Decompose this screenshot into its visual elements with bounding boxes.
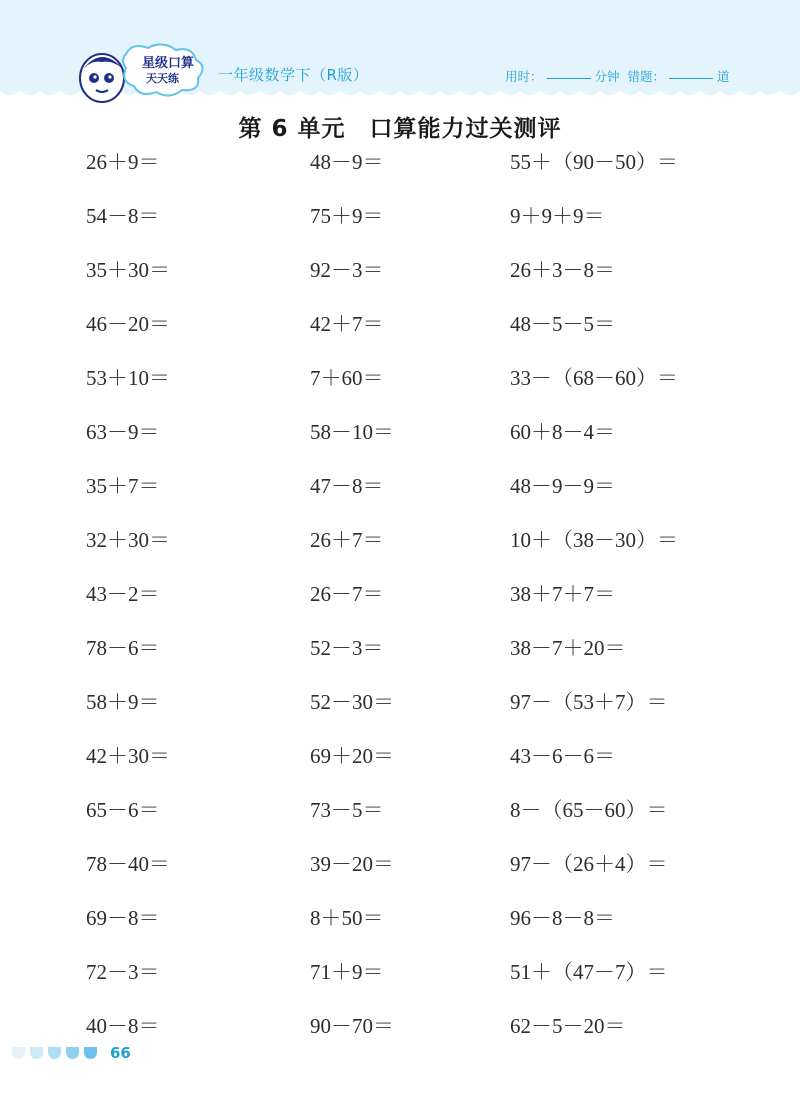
problem-item: 97－（53＋7）＝	[510, 690, 668, 714]
page-title: 第 6 单元 口算能力过关测评	[238, 116, 562, 142]
problem-item: 38＋7＋7＝	[510, 582, 615, 606]
problem-item: 90－70＝	[310, 1014, 394, 1038]
errors-label: 错题：	[627, 69, 665, 84]
logo-title: 星级口算	[142, 56, 195, 71]
problem-item: 7＋60＝	[310, 366, 384, 390]
problem-grid	[86, 146, 726, 1064]
problem-row	[86, 254, 726, 308]
problem-item: 75＋9＝	[310, 204, 384, 228]
problem-row	[86, 686, 726, 740]
problem-item: 26＋9＝	[86, 150, 160, 174]
problem-item: 35＋7＝	[86, 474, 160, 498]
problem-item: 8－（65－60）＝	[510, 798, 668, 822]
decor-dot	[66, 1047, 79, 1059]
page-number: 66	[110, 1044, 131, 1062]
problem-row	[86, 416, 726, 470]
problem-item: 47－8＝	[310, 474, 384, 498]
stats-line	[505, 67, 730, 85]
logo-subtitle: 天天练	[146, 72, 179, 85]
minutes-label: 分钟	[594, 69, 620, 84]
problem-row	[86, 470, 726, 524]
problem-row	[86, 200, 726, 254]
problem-item: 69－8＝	[86, 906, 160, 930]
problem-item: 78－6＝	[86, 636, 160, 660]
problem-item: 32＋30＝	[86, 528, 170, 552]
problem-item: 52－3＝	[310, 636, 384, 660]
problem-item: 73－5＝	[310, 798, 384, 822]
problem-item: 48－9＝	[310, 150, 384, 174]
decor-dot	[12, 1047, 25, 1059]
problem-item: 10＋（38－30）＝	[510, 528, 678, 552]
problem-item: 42＋7＝	[310, 312, 384, 336]
problem-item: 48－9－9＝	[510, 474, 615, 498]
problem-item: 53＋10＝	[86, 366, 170, 390]
problem-item: 26－7＝	[310, 582, 384, 606]
problem-item: 62－5－20＝	[510, 1014, 626, 1038]
problem-row	[86, 632, 726, 686]
problem-item: 42＋30＝	[86, 744, 170, 768]
problem-row	[86, 794, 726, 848]
problem-row	[86, 578, 726, 632]
problem-item: 52－30＝	[310, 690, 394, 714]
errors-blank[interactable]	[669, 78, 713, 79]
problem-item: 71＋9＝	[310, 960, 384, 984]
decor-dot	[30, 1047, 43, 1059]
problem-item: 58＋9＝	[86, 690, 160, 714]
problem-item: 26＋3－8＝	[510, 258, 615, 282]
problem-row	[86, 740, 726, 794]
problem-item: 78－40＝	[86, 852, 170, 876]
problem-item: 40－8＝	[86, 1014, 160, 1038]
problem-item: 54－8＝	[86, 204, 160, 228]
problem-item: 43－6－6＝	[510, 744, 615, 768]
problem-row	[86, 524, 726, 578]
problem-item: 43－2＝	[86, 582, 160, 606]
problem-item: 55＋（90－50）＝	[510, 150, 678, 174]
problem-item: 33－（68－60）＝	[510, 366, 678, 390]
problem-item: 39－20＝	[310, 852, 394, 876]
problem-row	[86, 1010, 726, 1064]
problem-item: 58－10＝	[310, 420, 394, 444]
problem-item: 97－（26＋4）＝	[510, 852, 668, 876]
problem-item: 38－7＋20＝	[510, 636, 626, 660]
problem-item: 63－9＝	[86, 420, 160, 444]
problem-item: 48－5－5＝	[510, 312, 615, 336]
time-label: 用时：	[505, 69, 543, 84]
problem-row	[86, 848, 726, 902]
problem-row	[86, 308, 726, 362]
problem-row	[86, 956, 726, 1010]
problem-item: 26＋7＝	[310, 528, 384, 552]
problem-item: 46－20＝	[86, 312, 170, 336]
problem-item: 65－6＝	[86, 798, 160, 822]
problem-row	[86, 362, 726, 416]
problem-item: 35＋30＝	[86, 258, 170, 282]
problem-row	[86, 146, 726, 200]
decor-dot	[48, 1047, 61, 1059]
problem-item: 92－3＝	[310, 258, 384, 282]
questions-label: 道	[717, 69, 730, 84]
problem-item: 96－8－8＝	[510, 906, 615, 930]
problem-row	[86, 902, 726, 956]
problem-item: 69＋20＝	[310, 744, 394, 768]
problem-item: 60＋8－4＝	[510, 420, 615, 444]
problem-item: 72－3＝	[86, 960, 160, 984]
problem-item: 9＋9＋9＝	[510, 204, 605, 228]
problem-item: 8＋50＝	[310, 906, 384, 930]
time-blank[interactable]	[547, 78, 591, 79]
book-title: 一年级数学下（R版）	[218, 66, 369, 84]
problem-item: 51＋（47－7）＝	[510, 960, 668, 984]
